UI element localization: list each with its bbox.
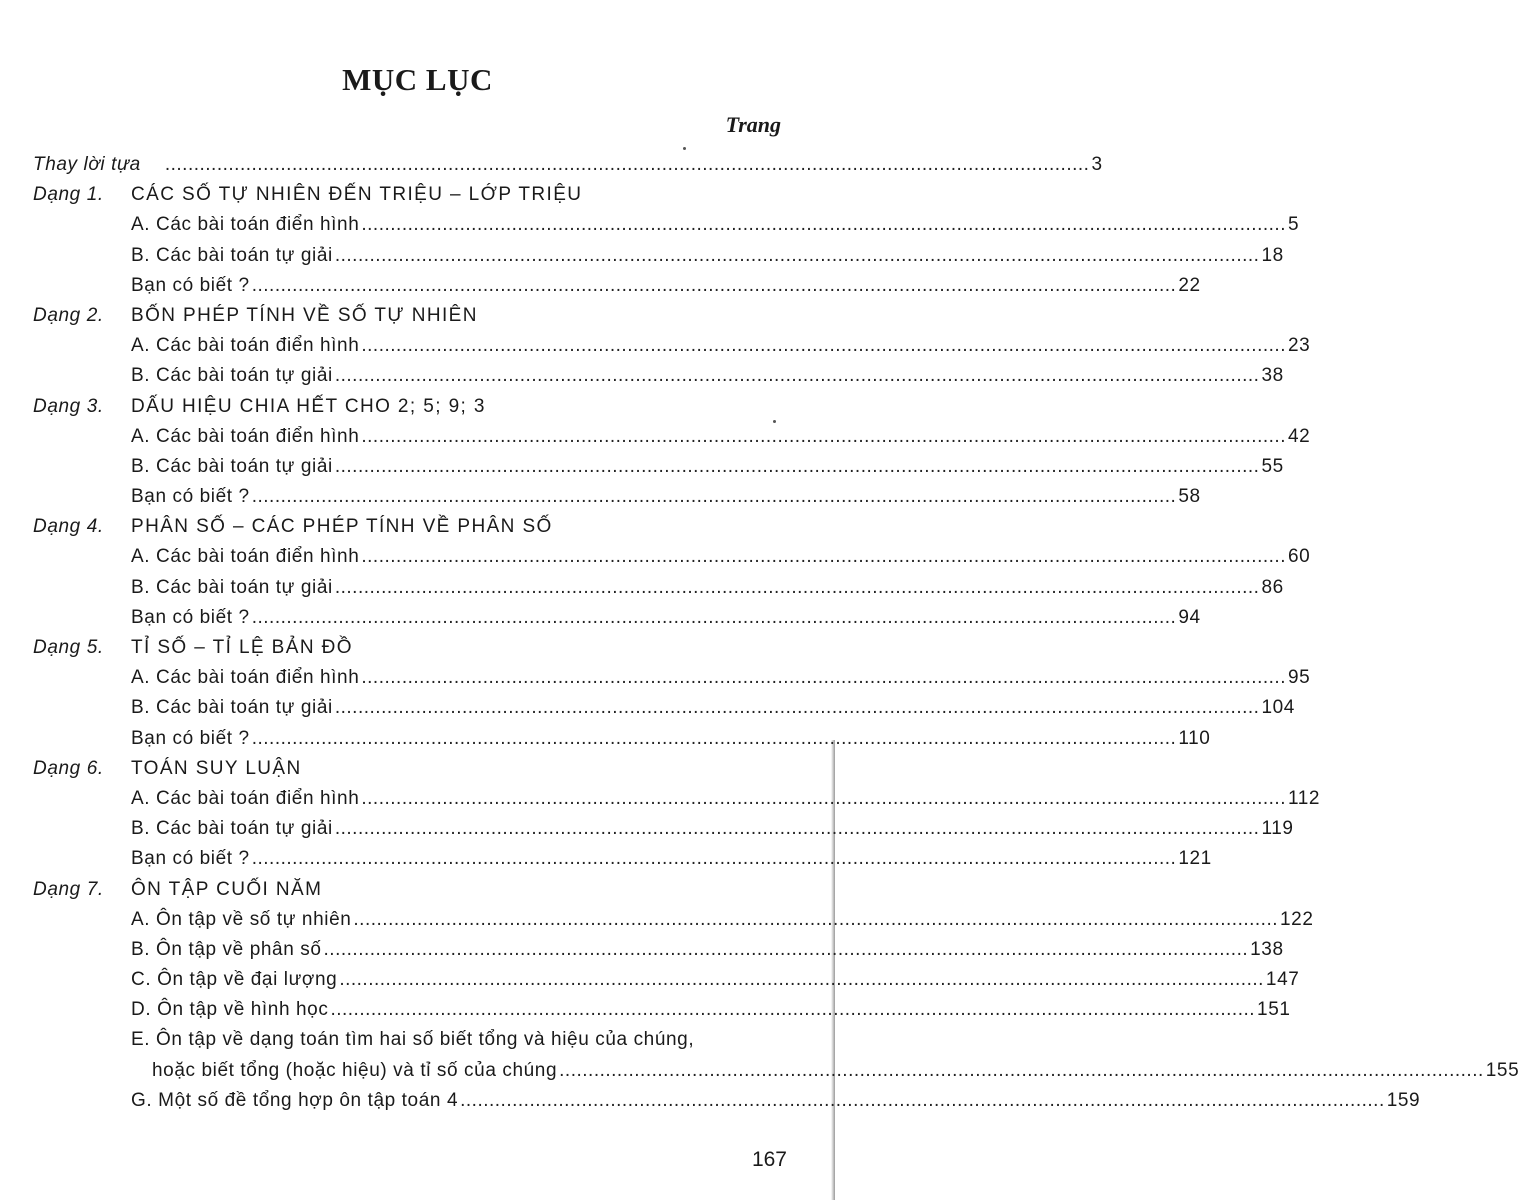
toc-entry-text: D. Ôn tập về hình học: [131, 999, 329, 1021]
toc-section-heading: [0, 875, 835, 905]
toc-row: [0, 724, 1211, 754]
print-speck: [773, 420, 776, 423]
toc-row: [0, 693, 1295, 723]
section-title: PHÂN SỐ – CÁC PHÉP TÍNH VỀ PHÂN SỐ: [131, 516, 553, 538]
section-title: CÁC SỐ TỰ NHIÊN ĐẾN TRIỆU – LỚP TRIỆU: [131, 184, 583, 206]
dot-leader: ................................................................................................................................................................: [334, 697, 1260, 719]
page-column-label: Trang: [725, 112, 781, 137]
toc-page-number: 138: [1250, 938, 1284, 960]
toc-entry: [131, 542, 1311, 572]
toc-row: [0, 1025, 835, 1055]
toc-entry-text: B. Ôn tập về phân số: [131, 938, 322, 960]
toc-entry-text: B. Các bài toán tự giải: [131, 697, 333, 719]
section-label: Dạng 1.: [33, 184, 104, 206]
toc-page-number: 159: [1386, 1089, 1421, 1111]
toc-entry: [152, 1056, 1519, 1086]
toc-section-heading: [0, 754, 835, 784]
dot-leader: ................................................................................................................................................................: [330, 999, 1256, 1021]
toc-entry: [131, 935, 1284, 965]
toc-entry: [131, 422, 1311, 452]
toc-page-number: 60: [1287, 546, 1311, 568]
toc-entry-text: A. Các bài toán điển hình: [131, 214, 360, 236]
toc-page-number: 95: [1287, 667, 1311, 689]
toc-row: [0, 814, 1294, 844]
toc-entry: [131, 965, 1300, 995]
toc-page-number: 94: [1178, 606, 1201, 628]
toc-entry-text: hoặc biết tổng (hoặc hiệu) và tỉ số của chúng: [152, 1059, 558, 1081]
toc-page-number: 55: [1261, 455, 1284, 477]
toc-entry-text: A. Các bài toán điển hình: [131, 546, 360, 568]
toc-entry-text: B. Các bài toán tự giải: [131, 455, 333, 477]
section-label: Dạng 4.: [33, 516, 104, 538]
toc-entry-text: B. Các bài toán tự giải: [131, 818, 333, 840]
toc-row: [0, 422, 1311, 452]
toc-entry: [131, 573, 1284, 603]
section-title: ÔN TẬP CUỐI NĂM: [131, 878, 323, 900]
toc-entry-text: A. Các bài toán điển hình: [131, 667, 360, 689]
dot-leader: ................................................................................................................................................................: [361, 546, 1286, 568]
toc-entry: [131, 814, 1294, 844]
toc-entry-text: Bạn có biết ?: [131, 486, 250, 508]
toc-page-number: 58: [1178, 486, 1201, 508]
toc-row: [0, 935, 1284, 965]
toc-row: [0, 452, 1284, 482]
toc-page-number: 23: [1287, 335, 1311, 357]
toc-entry-text: A. Các bài toán điển hình: [131, 425, 360, 447]
toc-entry: [131, 724, 1211, 754]
toc-section-heading: [0, 512, 835, 542]
toc-row: [0, 1056, 1519, 1086]
toc-row: [0, 603, 1201, 633]
toc-page-number: 121: [1178, 848, 1212, 870]
toc-page-number: 22: [1178, 274, 1201, 296]
toc-entry-text: Thay lời tựa: [33, 154, 141, 175]
toc-entry: [131, 210, 1300, 240]
toc-row: [0, 361, 1284, 391]
toc-entry-text: A. Các bài toán điển hình: [131, 787, 360, 809]
toc-entry: [131, 603, 1201, 633]
section-label: Dạng 3.: [33, 395, 104, 417]
dot-leader: ................................................................................................................................................................: [251, 606, 1177, 628]
toc-section-heading: [0, 392, 835, 422]
toc-entry: [131, 844, 1212, 874]
dot-leader: ................................................................................................................................................................: [251, 848, 1177, 870]
table-of-contents: [0, 150, 1519, 1116]
page-title: MỤC LỤC: [342, 62, 493, 97]
toc-row: [0, 995, 1291, 1025]
dot-leader: ................................................................................................................................................................: [334, 244, 1260, 266]
toc-row: [0, 905, 1314, 935]
toc-page-number: 42: [1287, 425, 1311, 447]
dot-leader: ................................................................................................................................................................: [323, 938, 1249, 960]
section-label: Dạng 7.: [33, 878, 104, 900]
toc-entry: [131, 482, 1201, 512]
toc-section-heading: [0, 301, 835, 331]
toc-page-number: 3: [1091, 154, 1103, 175]
toc-page-number: 122: [1280, 908, 1314, 930]
toc-entry-text: B. Các bài toán tự giải: [131, 365, 333, 387]
section-label: Dạng 2.: [33, 304, 104, 326]
dot-leader: ................................................................................................................................................................: [251, 274, 1177, 296]
toc-page-number: 18: [1261, 244, 1284, 266]
dot-leader: ................................................................................................................................................................: [334, 455, 1260, 477]
dot-leader: ................................................................................................................................................................: [339, 969, 1264, 991]
toc-row: [0, 1086, 1421, 1116]
toc-entry-text: Bạn có biết ?: [131, 274, 250, 296]
toc-entry: [131, 361, 1284, 391]
toc-row: [0, 844, 1212, 874]
dot-leader: ................................................................................................................................................................: [361, 214, 1286, 236]
section-title: DẤU HIỆU CHIA HẾT CHO 2; 5; 9; 3: [131, 395, 486, 417]
toc-section-heading: [0, 180, 835, 210]
toc-page-number: 38: [1261, 365, 1284, 387]
section-title: TỈ SỐ – TỈ LỆ BẢN ĐỒ: [131, 637, 353, 658]
toc-row: [0, 210, 1300, 240]
toc-page-number: 104: [1261, 697, 1295, 719]
toc-entry: [131, 905, 1314, 935]
dot-leader: ................................................................................................................................................................: [334, 818, 1260, 840]
dot-leader: ................................................................................................................................................................: [353, 908, 1279, 930]
section-label: Dạng 5.: [33, 637, 104, 658]
toc-entry: [131, 1086, 1421, 1116]
toc-page-number: 155: [1485, 1059, 1519, 1081]
toc-entry-text: Bạn có biết ?: [131, 727, 250, 749]
toc-row: [0, 331, 1311, 361]
toc-entry: [131, 995, 1291, 1025]
dot-leader: ................................................................................................................................................................: [460, 1089, 1385, 1111]
toc-entry-text: A. Các bài toán điển hình: [131, 335, 360, 357]
dot-leader: ................................................................................................................................................................: [361, 667, 1286, 689]
dot-leader: ................................................................................................................................................................: [251, 486, 1177, 508]
toc-row: [0, 784, 1321, 814]
toc-entry: [131, 693, 1295, 723]
section-label: Dạng 6.: [33, 757, 104, 779]
dot-leader: ................................................................................................................................................................: [559, 1059, 1484, 1081]
toc-page-number: 151: [1257, 999, 1291, 1021]
toc-entry-text: Bạn có biết ?: [131, 606, 250, 628]
dot-leader: ................................................................................................................................................................: [361, 425, 1286, 447]
toc-entry-text: C. Ôn tập về đại lượng: [131, 969, 338, 991]
toc-entry-text: A. Ôn tập về số tự nhiên: [131, 908, 352, 930]
toc-row: [0, 663, 1311, 693]
toc-row: [0, 482, 1201, 512]
toc-row: [0, 573, 1284, 603]
dot-leader: ................................................................................................................................................................: [361, 787, 1286, 809]
toc-section-heading: [0, 633, 835, 663]
toc-row: [0, 965, 1300, 995]
toc-row: [0, 542, 1311, 572]
dot-leader: ................................................................................................................................................................: [251, 727, 1177, 749]
print-speck: [683, 147, 686, 150]
toc-page-number: 5: [1287, 214, 1300, 236]
toc-entry: [131, 452, 1284, 482]
toc-page-number: 119: [1261, 818, 1294, 840]
toc-entry: [131, 271, 1201, 301]
toc-page-number: 147: [1265, 969, 1300, 991]
toc-page-number: 110: [1178, 727, 1211, 749]
toc-entry-text: B. Các bài toán tự giải: [131, 576, 333, 598]
section-title: TOÁN SUY LUẬN: [131, 757, 302, 779]
toc-entry-text: B. Các bài toán tự giải: [131, 244, 333, 266]
dot-leader: ................................................................................................................................................................: [361, 335, 1286, 357]
section-title: BỐN PHÉP TÍNH VỀ SỐ TỰ NHIÊN: [131, 304, 478, 326]
dot-leader: ................................................................................................................................................................: [334, 576, 1260, 598]
toc-entry: [131, 784, 1321, 814]
toc-row: [0, 241, 1284, 271]
toc-entry: [131, 331, 1311, 361]
toc-page-number: 112: [1287, 787, 1321, 809]
toc-entry-text: G. Một số đề tổng hợp ôn tập toán 4: [131, 1089, 459, 1111]
toc-entry-text: Bạn có biết ?: [131, 848, 250, 870]
toc-entry: [33, 150, 1103, 180]
toc-row-preface: [0, 150, 1103, 180]
toc-entry: [131, 241, 1284, 271]
toc-entry-text: E. Ôn tập về dạng toán tìm hai số biết tổng và hiệu của chúng,: [131, 1029, 695, 1051]
dot-leader: ................................................................................................................................................................: [164, 154, 1090, 175]
dot-leader: ................................................................................................................................................................: [334, 365, 1260, 387]
toc-row: [0, 271, 1201, 301]
page-number: 167: [751, 1148, 787, 1171]
toc-page-number: 86: [1261, 576, 1284, 598]
toc-entry: [131, 663, 1311, 693]
